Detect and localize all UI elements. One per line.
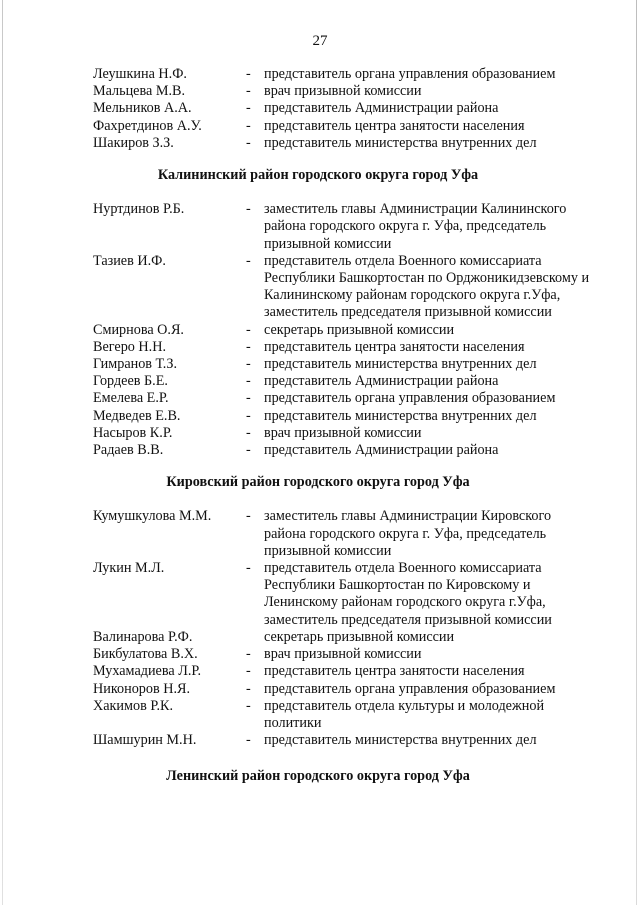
member-row <box>93 425 593 442</box>
member-dash: - <box>246 66 251 82</box>
member-row <box>93 83 593 100</box>
member-role: секретарь призывной комиссии <box>264 321 455 338</box>
member-name: Смирнова О.Я. <box>93 321 184 338</box>
members-block-kirovsky <box>93 508 593 749</box>
member-row <box>93 681 593 698</box>
member-dash: - <box>246 134 251 151</box>
member-row <box>93 118 593 135</box>
member-name: Гордеев Б.Е. <box>93 373 168 390</box>
member-dash: - <box>246 424 251 441</box>
member-role: представитель органа управления образованием <box>264 66 556 82</box>
member-role: представитель отдела Военного комиссариата Республики Башкортостан по Орджоникидзевскому и Калининскому районам городского округа г.Уфа, заместитель председателя призывной комиссии <box>264 252 590 321</box>
member-row <box>93 560 593 629</box>
member-name: Тазиев И.Ф. <box>93 252 166 269</box>
member-role: представитель органа управления образованием <box>264 680 556 697</box>
member-role: представитель министерства внутренних дел <box>264 732 537 749</box>
member-role: представитель отдела Военного комиссариата Республики Башкортостан по Кировскому и Ленинскому районам городского округа г.Уфа, заместитель председателя призывной комиссии <box>264 560 552 628</box>
scan-edge-left <box>2 0 3 905</box>
member-name: Мухамадиева Л.Р. <box>93 663 202 680</box>
member-row <box>93 322 593 339</box>
member-dash: - <box>246 390 251 407</box>
member-role: врач призывной комиссии <box>264 646 422 663</box>
member-dash: - <box>246 508 251 525</box>
member-role: представитель органа управления образованием <box>264 390 556 407</box>
member-name: Радаев В.В. <box>93 442 164 459</box>
member-role: представитель Администрации района <box>264 373 499 390</box>
member-dash: - <box>246 407 251 424</box>
member-role: представитель центра занятости населения <box>264 117 525 134</box>
member-role: заместитель главы Администрации Калининского района городского округа г. Уфа, председатель призывной комиссии <box>264 201 567 252</box>
member-name: Мальцева М.В. <box>93 83 186 100</box>
member-name: Леушкина Н.Ф. <box>93 66 187 82</box>
member-name: Никоноров Н.Я. <box>93 680 191 697</box>
page-number: 27 <box>312 33 328 49</box>
member-name: Шакиров З.З. <box>93 134 174 151</box>
member-dash: - <box>246 373 251 390</box>
member-row <box>93 408 593 425</box>
member-name: Фахретдинов А.У. <box>93 117 202 134</box>
member-role: представитель отдела культуры и молодежной политики <box>264 697 545 731</box>
member-name: Насыров К.Р. <box>93 424 173 441</box>
member-dash: - <box>246 100 251 117</box>
member-dash: - <box>246 356 251 373</box>
member-row <box>93 135 593 152</box>
member-row <box>93 390 593 407</box>
member-name: Бикбулатова В.Х. <box>93 646 198 663</box>
member-role: секретарь призывной комиссии <box>264 628 455 645</box>
member-name: Хакимов Р.К. <box>93 697 174 714</box>
member-row <box>93 253 593 322</box>
member-row <box>93 373 593 390</box>
member-role: представитель министерства внутренних дел <box>264 356 537 373</box>
member-role: заместитель главы Администрации Кировского района городского округа г. Уфа, председатель призывной комиссии <box>264 508 552 559</box>
member-dash: - <box>246 83 251 100</box>
member-dash: - <box>246 646 251 663</box>
member-dash: - <box>246 680 251 697</box>
member-row <box>93 339 593 356</box>
member-role: врач призывной комиссии <box>264 83 422 100</box>
section-title-leninsky: Ленинский район городского округа город Уфа <box>166 768 470 785</box>
member-name: Емелева Е.Р. <box>93 390 169 407</box>
member-row <box>93 646 593 663</box>
member-name: Вегеро Н.Н. <box>93 338 167 355</box>
member-row <box>93 508 593 560</box>
member-row <box>93 201 593 253</box>
member-row <box>93 442 593 459</box>
member-role: представитель Администрации района <box>264 442 499 459</box>
member-dash: - <box>246 442 251 459</box>
member-role: представитель центра занятости населения <box>264 663 525 680</box>
member-row <box>93 100 593 117</box>
member-dash: - <box>246 201 251 218</box>
member-name: Мельников А.А. <box>93 100 192 117</box>
member-dash: - <box>246 321 251 338</box>
member-row <box>93 356 593 373</box>
member-name: Медведев Е.В. <box>93 407 181 424</box>
member-role: врач призывной комиссии <box>264 424 422 441</box>
section-title-kirovsky: Кировский район городского округа город Уфа <box>166 474 470 491</box>
commission-list <box>93 66 593 803</box>
scan-edge-right <box>636 0 637 905</box>
member-row <box>93 629 593 646</box>
member-role: представитель центра занятости населения <box>264 338 525 355</box>
member-name: Гимранов Т.З. <box>93 356 178 373</box>
member-name: Шамшурин М.Н. <box>93 732 197 749</box>
members-block-previous-district <box>93 66 593 152</box>
member-role: представитель министерства внутренних дел <box>264 134 537 151</box>
member-name: Нуртдинов Р.Б. <box>93 201 185 218</box>
member-row <box>93 732 593 749</box>
member-row <box>93 698 593 732</box>
member-name: Кумушкулова М.М. <box>93 508 212 525</box>
members-block-kalininsky <box>93 201 593 459</box>
member-dash: - <box>246 560 251 577</box>
member-dash: - <box>246 732 251 749</box>
member-row <box>93 663 593 680</box>
member-role: представитель министерства внутренних дел <box>264 407 537 424</box>
member-dash: - <box>246 697 251 714</box>
member-name: Валинарова Р.Ф. <box>93 628 193 645</box>
member-row <box>93 66 593 83</box>
member-dash: - <box>246 663 251 680</box>
member-dash: - <box>246 338 251 355</box>
section-title-kalininsky: Калининский район городского округа город Уфа <box>157 167 479 184</box>
member-name: Лукин М.Л. <box>93 560 165 577</box>
member-dash: - <box>246 252 251 269</box>
member-role: представитель Администрации района <box>264 100 499 117</box>
member-dash: - <box>246 117 251 134</box>
